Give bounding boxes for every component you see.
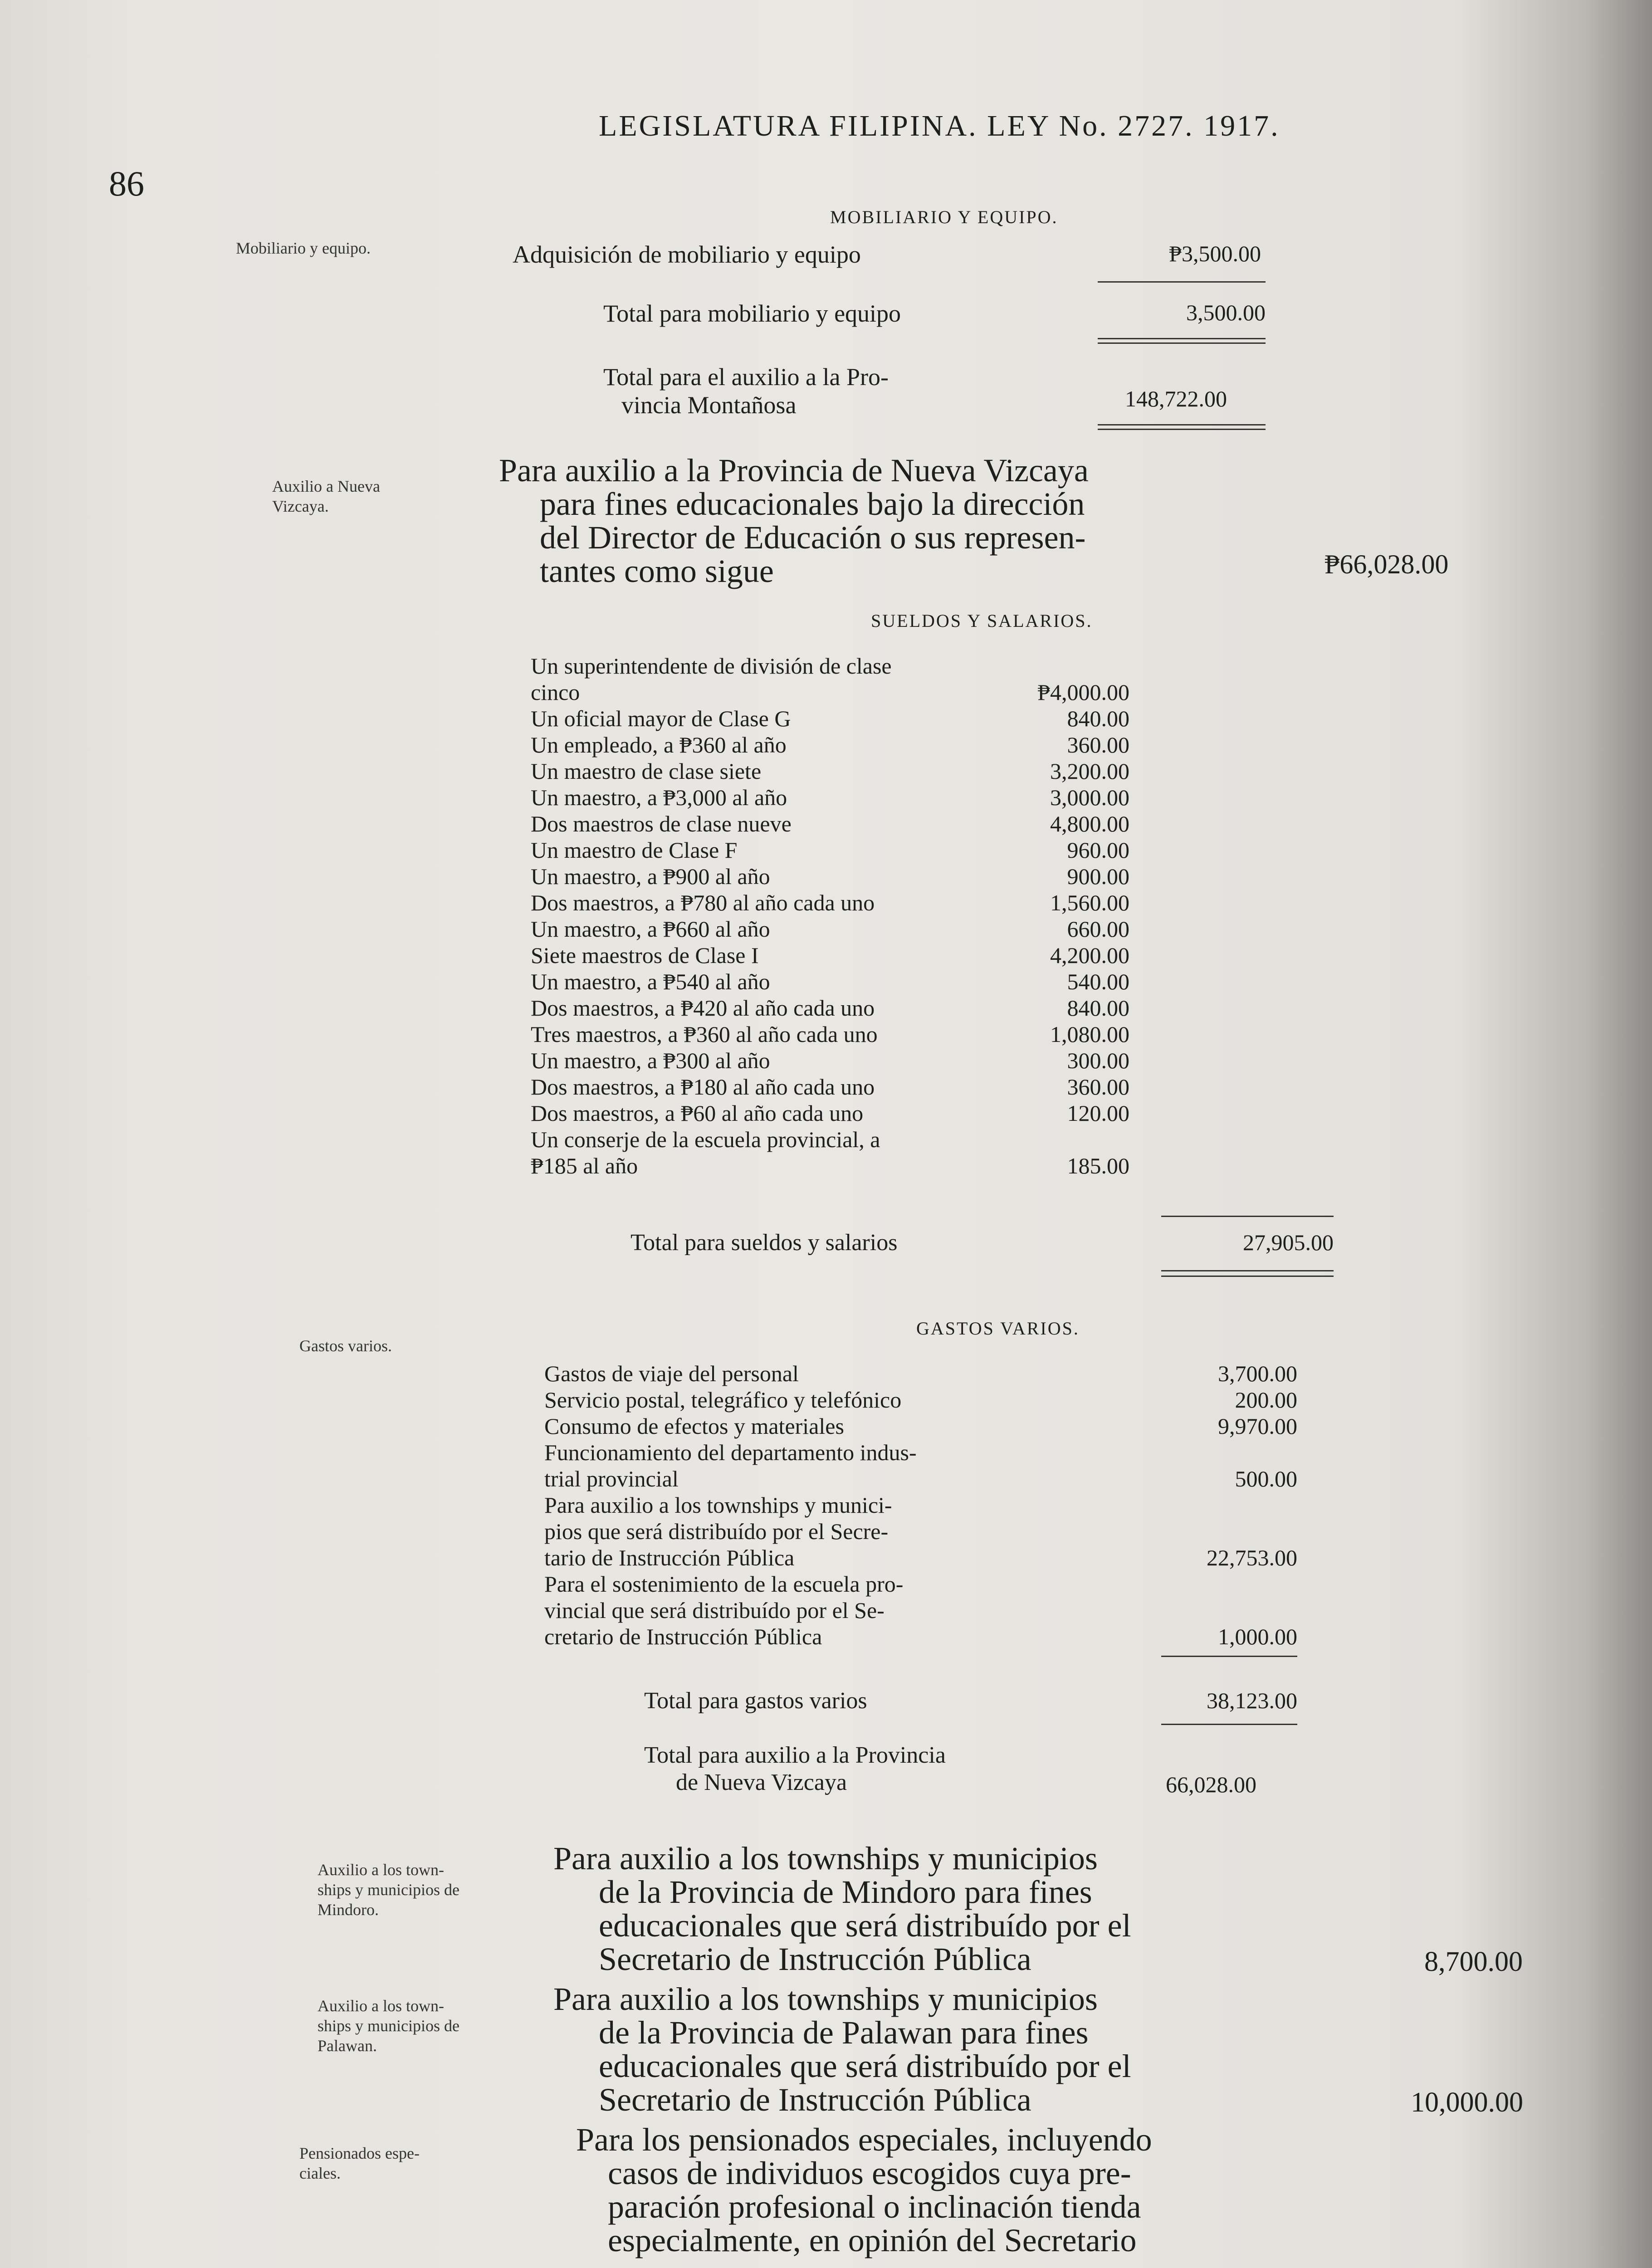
item-amount: 120.00 [1067,1100,1129,1126]
item-amount: 4,200.00 [1050,943,1129,968]
pensionados-paragraph: Para los pensionados especiales, incluyendo casos de individuos escogidos cuya pre- paración profesional o inclinación tienda especialmente, en opinión del Secretario [576,2121,1152,2258]
margin-note-mindoro: Auxilio a los town- ships y municipios de Mindoro. [318,1861,459,1919]
list-item [544,1440,1297,1466]
rule [1098,281,1266,283]
list-item [531,1100,1129,1127]
list-item [531,785,1129,811]
sueldos-total-amount: 27,905.00 [1243,1230,1334,1255]
item-amount: 360.00 [1067,1074,1129,1100]
mobiliario-total-amount: 3,500.00 [1186,300,1266,325]
margin-note-nueva-vizcaya: Auxilio a Nueva Vizcaya. [272,477,380,515]
mindoro-paragraph: Para auxilio a los townships y municipios de la Provincia de Mindoro para fines educacionales que será distribuído por el Secretario de Instrucción Pública [553,1840,1131,1977]
nueva-vizcaya-paragraph: Para auxilio a la Provincia de Nueva Vizcaya para fines educacionales bajo la dirección del Director de Educación o sus represen- tantes como sigue [499,452,1089,589]
item-label: Funcionamiento del departamento indus- [544,1440,917,1465]
margin-note-palawan: Auxilio a los town- ships y municipios de Palawan. [318,1997,459,2055]
list-item [531,837,1129,864]
double-rule [1098,342,1266,344]
nueva-vizcaya-total-amount: 66,028.00 [1166,1772,1256,1797]
item-label: Gastos de viaje del personal [544,1361,799,1386]
item-label: Consumo de efectos y materiales [544,1413,844,1439]
item-label: Un maestro de Clase F [531,837,738,863]
item-label: vincial que será distribuído por el Se- [544,1598,885,1623]
gastos-list [544,1361,1297,1650]
item-amount: 185.00 [1067,1153,1129,1178]
list-item [531,1074,1129,1100]
list-item [531,1022,1129,1048]
item-amount: 200.00 [1235,1387,1297,1413]
item-amount: 1,560.00 [1050,890,1129,915]
item-label: Dos maestros, a ₱180 al año cada uno [531,1074,875,1100]
gastos-total-amount: 38,123.00 [1207,1688,1297,1713]
item-amount: 4,800.00 [1050,811,1129,836]
item-label: Un maestro, a ₱900 al año [531,864,770,889]
list-item [544,1387,1297,1413]
double-rule [1098,429,1266,430]
item-amount: 3,200.00 [1050,758,1129,784]
item-label: Dos maestros, a ₱780 al año cada uno [531,890,875,915]
item-label: Un superintendente de división de clase [531,653,892,679]
section-title-sueldos: SUELDOS Y SALARIOS. [871,611,1093,631]
list-item [544,1624,1297,1650]
list-item [531,679,1129,706]
item-label: Dos maestros, a ₱60 al año cada uno [531,1100,864,1126]
double-rule [1098,424,1266,425]
item-label: ₱185 al año [531,1153,638,1178]
list-item [531,995,1129,1022]
item-amount: 540.00 [1067,969,1129,994]
item-label: cretario de Instrucción Pública [544,1624,822,1649]
sueldos-total-label: Total para sueldos y salarios [630,1230,898,1256]
list-item [531,864,1129,890]
item-label: Un oficial mayor de Clase G [531,706,791,731]
list-item [544,1571,1297,1598]
item-label: Un maestro, a ₱300 al año [531,1048,770,1073]
rule [1161,1216,1334,1217]
item-label: Un maestro, a ₱660 al año [531,916,770,942]
item-label: Un empleado, a ₱360 al año [531,732,787,758]
item-amount: 660.00 [1067,916,1129,942]
list-item [544,1598,1297,1624]
item-amount: 1,000.00 [1218,1624,1297,1649]
montanosa-total-label: Total para el auxilio a la Pro- vincia Montañosa [603,363,889,419]
double-rule [1098,338,1266,339]
list-item [544,1545,1297,1571]
page-number: 86 [109,164,144,203]
list-item [531,1127,1129,1153]
rule [1161,1724,1297,1725]
item-amount: 3,700.00 [1218,1361,1297,1386]
mobiliario-total [603,299,1266,331]
item-label: Un conserje de la escuela provincial, a [531,1127,880,1152]
item-amount: 360.00 [1067,732,1129,758]
nueva-vizcaya-total-label: Total para auxilio a la Provincia de Nueva Vizcaya [644,1742,946,1795]
item-label: Servicio postal, telegráfico y telefónico [544,1387,902,1413]
sueldos-total [630,1229,1334,1261]
section-title-gastos: GASTOS VARIOS. [916,1318,1080,1339]
mobiliario-item [513,240,1261,272]
item-amount: 500.00 [1235,1466,1297,1491]
list-item [531,653,1129,679]
mindoro-amount: 8,700.00 [1424,1946,1523,1977]
item-amount: 840.00 [1067,995,1129,1021]
item-amount: ₱4,000.00 [1037,679,1129,705]
item-label: cinco [531,679,580,705]
list-item [544,1519,1297,1545]
item-amount: 22,753.00 [1207,1545,1297,1570]
double-rule [1161,1270,1334,1271]
gastos-total-label: Total para gastos varios [644,1688,867,1714]
sueldos-list [531,653,1129,1179]
rule [1161,1656,1297,1657]
list-item [531,943,1129,969]
mobiliario-item-label: Adquisición de mobiliario y equipo [513,241,861,268]
section-title-mobiliario: MOBILIARIO Y EQUIPO. [830,207,1058,227]
item-amount: 3,000.00 [1050,785,1129,810]
list-item [531,758,1129,785]
item-amount: 900.00 [1067,864,1129,889]
item-label: Un maestro, a ₱3,000 al año [531,785,787,810]
mobiliario-item-amount: ₱3,500.00 [1169,241,1261,266]
item-label: trial provincial [544,1466,679,1491]
list-item [544,1492,1297,1519]
montanosa-total-amount: 148,722.00 [1125,386,1227,411]
item-amount: 300.00 [1067,1048,1129,1073]
list-item [531,969,1129,995]
item-amount: 9,970.00 [1218,1413,1297,1439]
item-amount: 840.00 [1067,706,1129,731]
palawan-paragraph: Para auxilio a los townships y municipios de la Provincia de Palawan para fines educacionales que será distribuído por el Secretario de Instrucción Pública [553,1981,1131,2118]
list-item [544,1466,1297,1492]
item-label: pios que será distribuído por el Secre- [544,1519,889,1544]
double-rule [1161,1276,1334,1277]
item-label: Dos maestros de clase nueve [531,811,792,836]
item-amount: 960.00 [1067,837,1129,863]
margin-note-pensionados: Pensionados espe- ciales. [299,2144,420,2182]
item-label: Tres maestros, a ₱360 al año cada uno [531,1022,878,1047]
margin-note-gastos: Gastos varios. [299,1337,392,1355]
list-item [531,811,1129,837]
list-item [531,706,1129,732]
item-label: Un maestro de clase siete [531,758,762,784]
item-label: tario de Instrucción Pública [544,1545,795,1570]
item-label: Un maestro, a ₱540 al año [531,969,770,994]
list-item [531,1048,1129,1074]
page-header: LEGISLATURA FILIPINA. LEY No. 2727. 1917. [599,109,1280,142]
item-label: Dos maestros, a ₱420 al año cada uno [531,995,875,1021]
list-item [531,1153,1129,1179]
list-item [531,890,1129,916]
item-label: Para el sostenimiento de la escuela pro- [544,1571,904,1597]
list-item [544,1361,1297,1387]
item-label: Siete maestros de Clase I [531,943,759,968]
item-label: Para auxilio a los townships y munici- [544,1492,892,1518]
margin-note-mobiliario: Mobiliario y equipo. [236,239,371,257]
list-item [531,916,1129,943]
list-item [544,1413,1297,1440]
palawan-amount: 10,000.00 [1411,2087,1523,2118]
item-amount: 1,080.00 [1050,1022,1129,1047]
list-item [531,732,1129,758]
gastos-total [644,1687,1297,1719]
mobiliario-total-label: Total para mobiliario y equipo [603,300,901,327]
nueva-vizcaya-amount: ₱66,028.00 [1325,549,1449,579]
